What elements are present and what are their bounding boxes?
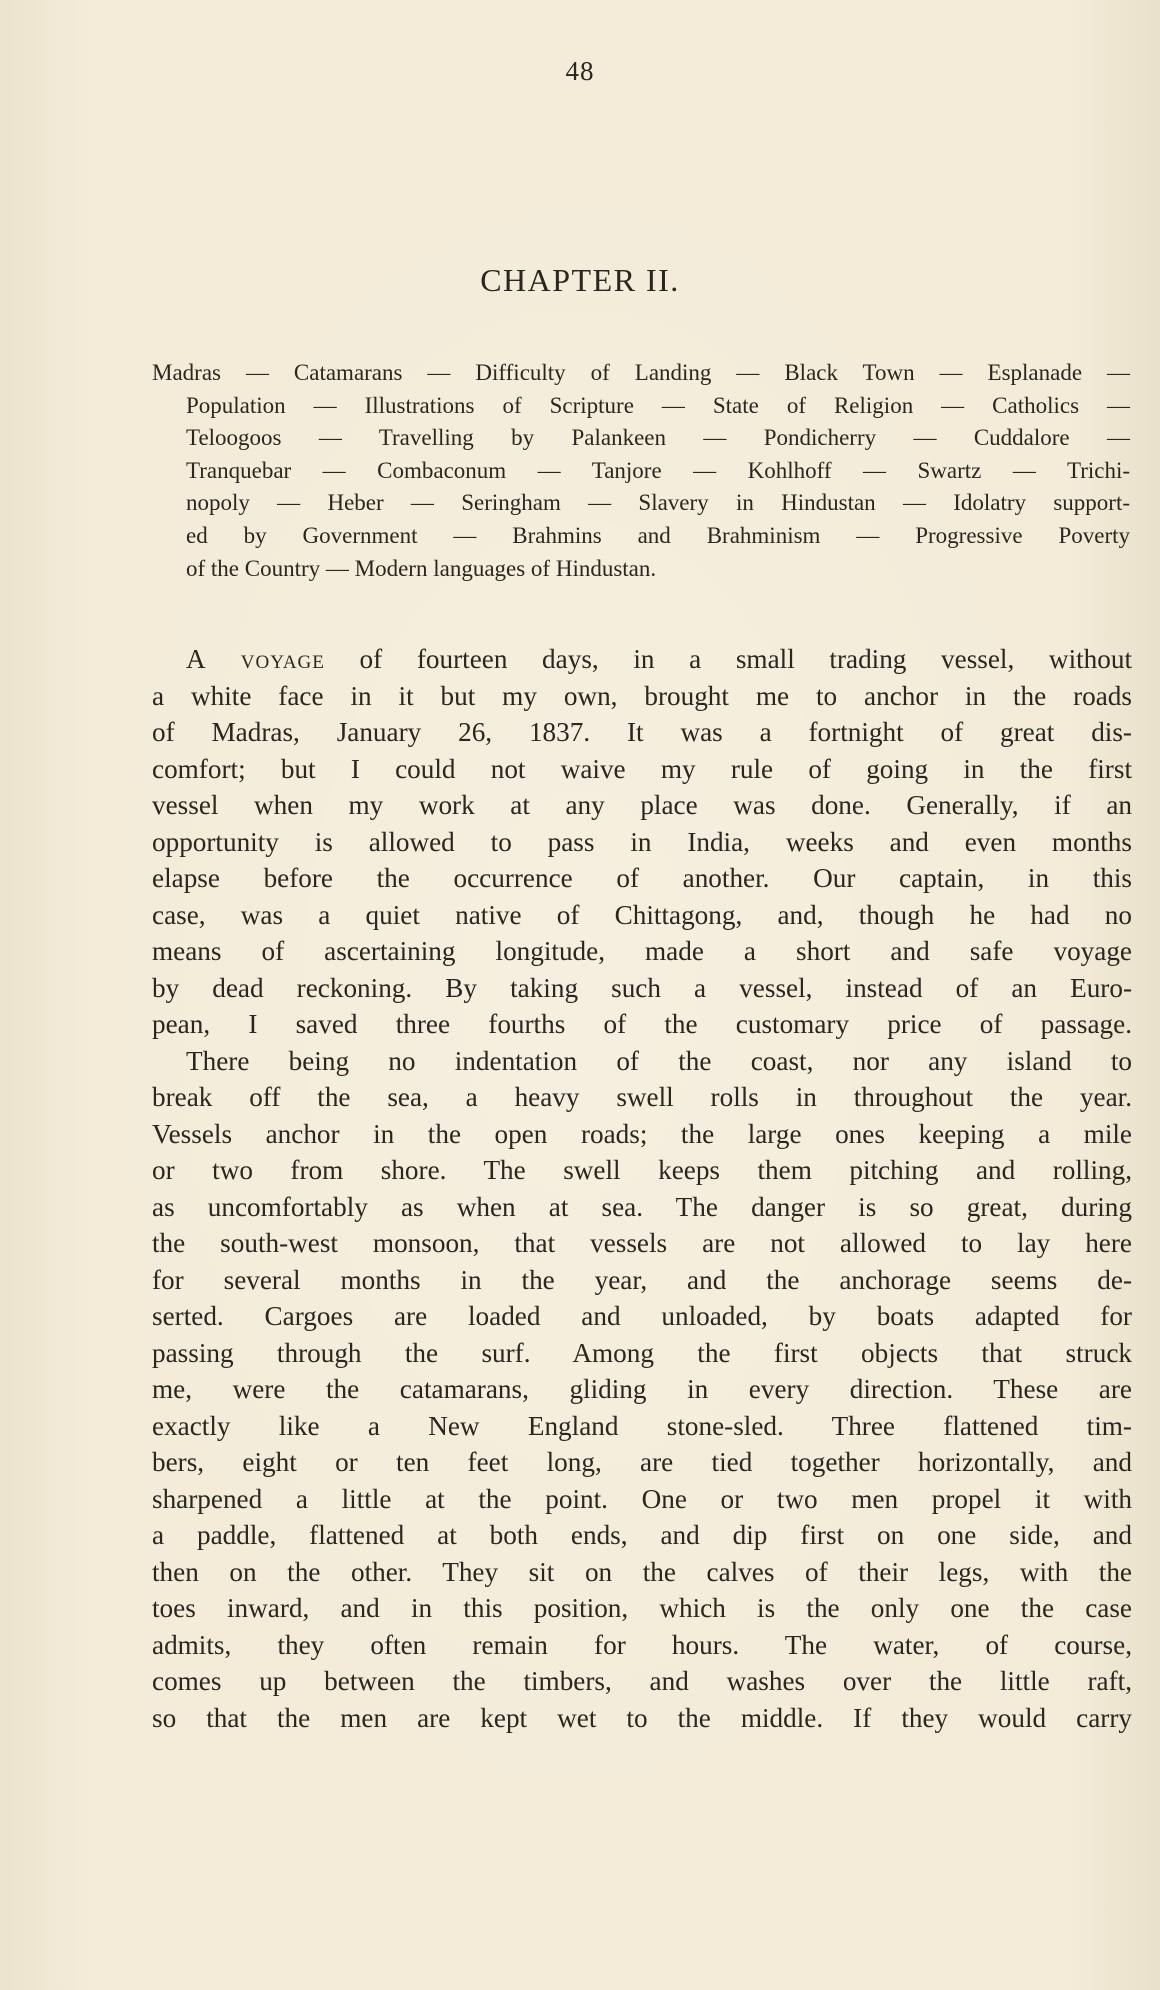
body-line: the south-west monsoon, that vessels are not allowed to lay here	[152, 1228, 1132, 1258]
body-line: toes inward, and in this position, which is the only one the case	[152, 1593, 1132, 1623]
body-line-text: of fourteen days, in a small trading vessel, without	[359, 644, 1133, 674]
body-line: as uncomfortably as when at sea. The danger is so great, during	[152, 1191, 1132, 1222]
body-line: elapse before the occurrence of another. Our captain, in this	[152, 863, 1132, 893]
body-line: bers, eight or ten feet long, are tied together horizontally, and	[152, 1447, 1132, 1477]
summary-line: of the Country — Modern languages of Hindustan.	[186, 555, 657, 581]
summary-line: Population — Illustrations of Scripture — State of Religion — Catholics —	[186, 392, 1130, 418]
chapter-title: CHAPTER II.	[480, 262, 680, 298]
opening-words: A voyage	[186, 644, 325, 674]
body-line: or two from shore. The swell keeps them pitching and rolling,	[152, 1155, 1132, 1185]
body-line: me, were the catamarans, gliding in every direction. These are	[152, 1374, 1132, 1404]
chapter-summary	[152, 357, 1130, 585]
body-line: means of ascertaining longitude, made a short and safe voyage	[152, 936, 1132, 966]
page-number: 48	[565, 56, 595, 86]
summary-line: ed by Government — Brahmins and Brahminism — Progressive Poverty	[186, 522, 1130, 548]
body-line: for several months in the year, and the anchorage seems de-	[152, 1264, 1132, 1295]
body-line: comes up between the timbers, and washes over the little raft,	[152, 1666, 1132, 1696]
body-line: then on the other. They sit on the calves of their legs, with the	[152, 1556, 1132, 1587]
body-line: opportunity is allowed to pass in India, weeks and even months	[152, 826, 1132, 857]
body-line: pean, I saved three fourths of the customary price of passage.	[152, 1009, 1132, 1039]
body-line: comfort; but I could not waive my rule of going in the first	[152, 753, 1132, 784]
body-line: a paddle, flattened at both ends, and dip first on one side, and	[152, 1520, 1132, 1550]
body-line: case, was a quiet native of Chittagong, and, though he had no	[152, 899, 1132, 930]
body-line: of Madras, January 26, 1837. It was a fortnight of great dis-	[152, 717, 1132, 747]
body-line	[152, 641, 1132, 678]
summary-line: Tranquebar — Combaconum — Tanjore — Kohlhoff — Swartz — Trichi-	[186, 457, 1130, 483]
body-line: passing through the surf. Among the first objects that struck	[152, 1337, 1132, 1368]
body-line: There being no indentation of the coast, nor any island to	[186, 1045, 1132, 1076]
body-line: admits, they often remain for hours. The water, of course,	[152, 1629, 1132, 1660]
body-line: break off the sea, a heavy swell rolls in throughout the year.	[152, 1082, 1132, 1112]
body-line: serted. Cargoes are loaded and unloaded, by boats adapted for	[152, 1301, 1132, 1331]
summary-line: Teloogoos — Travelling by Palankeen — Pondicherry — Cuddalore —	[186, 425, 1130, 451]
body-line: exactly like a New England stone-sled. Three flattened tim-	[152, 1410, 1132, 1441]
summary-line: nopoly — Heber — Seringham — Slavery in Hindustan — Idolatry support-	[186, 490, 1130, 516]
body-line: vessel when my work at any place was done. Generally, if an	[152, 790, 1132, 820]
body-line: so that the men are kept wet to the middle. If they would carry	[152, 1702, 1132, 1733]
body-text	[152, 641, 1132, 1736]
body-line: a white face in it but my own, brought me to anchor in the roads	[152, 680, 1132, 711]
summary-line: Madras — Catamarans — Difficulty of Landing — Black Town — Esplanade —	[152, 360, 1130, 385]
body-line: Vessels anchor in the open roads; the large ones keeping a mile	[152, 1118, 1132, 1149]
body-line: by dead reckoning. By taking such a vessel, instead of an Euro-	[152, 972, 1132, 1003]
body-line: sharpened a little at the point. One or two men propel it with	[152, 1483, 1132, 1514]
